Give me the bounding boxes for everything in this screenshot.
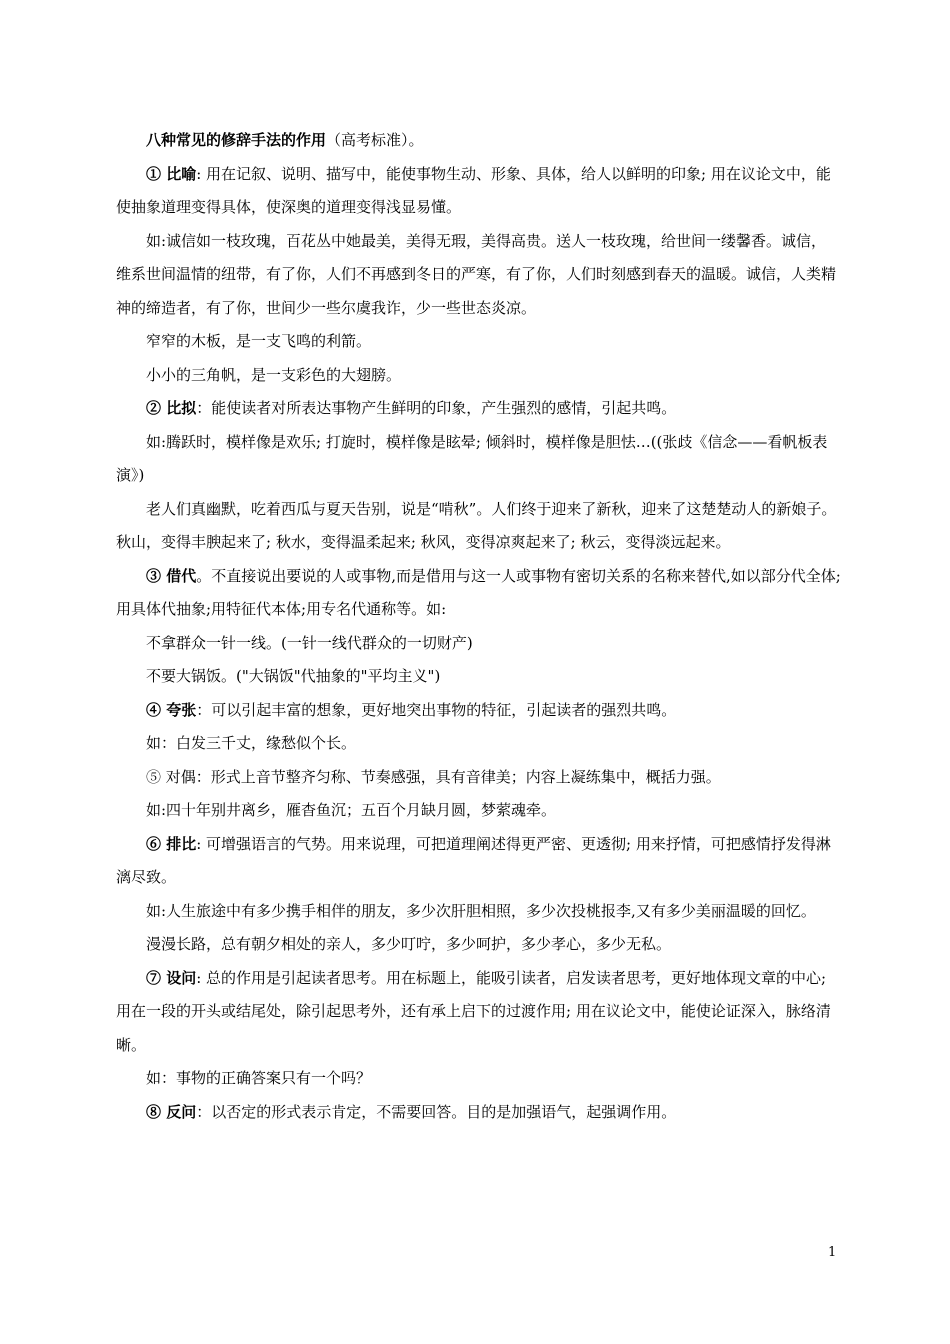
section-4-definition bbox=[116, 694, 841, 728]
section-2-label: ② 比拟 bbox=[146, 399, 197, 417]
section-4-label: ④ 夸张 bbox=[146, 700, 197, 719]
section-7-label: ⑦ 设问 bbox=[146, 968, 197, 987]
section-7-example-1: 如：事物的正确答案只有一个吗？ bbox=[146, 1069, 372, 1087]
section-2-example-2: 老人们真幽默，吃着西瓜与夏天告别，说是“啃秋”。人们终于迎来了新秋，迎来了这楚楚动人的新娘子。秋山，变得丰腴起来了; 秋水，变得温柔起来; 秋风，变得凉爽起来了; 秋云，变得淡远起来。 bbox=[116, 499, 837, 551]
section-6-definition bbox=[116, 828, 841, 895]
section-3-example-1: 不拿群众一针一线。(一针一线代群众的一切财产) bbox=[146, 633, 473, 652]
section-1-label: ① 比喻 bbox=[146, 164, 197, 183]
section-8-label: ⑧ 反问 bbox=[146, 1102, 197, 1121]
section-2-definition bbox=[116, 392, 841, 426]
page-number: 1 bbox=[828, 1245, 837, 1260]
section-6-label: ⑥ 排比 bbox=[146, 834, 197, 853]
section-5-definition bbox=[116, 761, 841, 795]
section-8-definition bbox=[116, 1096, 841, 1130]
section-3-definition bbox=[116, 560, 841, 627]
document-title bbox=[116, 124, 841, 158]
section-5-label: ⑤ 对偶 bbox=[146, 767, 196, 786]
section-8-def-text: ：以否定的形式表示肯定，不需要回答。目的是加强语气，起强调作用。 bbox=[196, 1102, 677, 1121]
section-4-example-1: 如：白发三千丈，缘愁似个长。 bbox=[146, 734, 357, 752]
section-7-def-text: : 总的作用是引起读者思考。用在标题上，能吸引读者，启发读者思考，更好地体现文章的中心; 用在一段的开头或结尾处，除引起思考外，还有承上启下的过渡作用; 用在议论文中，能使论证深入，脉络清晰。 bbox=[116, 968, 831, 1054]
title-note: （高考标准）。 bbox=[326, 131, 424, 149]
section-1-example-3: 小小的三角帆，是一支彩色的大翅膀。 bbox=[146, 365, 402, 384]
document-body bbox=[116, 124, 841, 1129]
section-3-def-text: 。不直接说出要说的人或事物,而是借用与这一人或事物有密切关系的名称来替代,如以部分代全体;用具体代抽象;用特征代本体;用专名代通称等。如: bbox=[116, 566, 841, 618]
section-5-example-1: 如:四十年别井离乡，雁杳鱼沉；五百个月缺月圆，梦萦魂牵。 bbox=[146, 801, 557, 819]
section-6-example-1: 如:人生旅途中有多少携手相伴的朋友，多少次肝胆相照，多少次投桃报李,又有多少美丽温暖的回忆。 bbox=[146, 901, 816, 920]
section-6-example-2: 漫漫长路，总有朝夕相处的亲人，多少叮咛，多少呵护，多少孝心，多少无私。 bbox=[146, 935, 672, 953]
title-bold: 八种常见的修辞手法的作用 bbox=[146, 131, 327, 149]
section-1-def-text: : 用在记叙、说明、描写中，能使事物生动、形象、具体，给人以鲜明的印象; 用在议论文中，能使抽象道理变得具体，使深奥的道理变得浅显易懂。 bbox=[116, 164, 831, 216]
section-1-example-1: 如:诚信如一枝玫瑰，百花丛中她最美，美得无瑕，美得高贵。送人一枝玫瑰，给世间一缕馨香。诚信，维系世间温情的纽带，有了你，人们不再感到冬日的严寒，有了你，人们时刻感到春天的温暖。诚信，人类精神的缔造者，有了你，世间少一些尔虞我诈，少一些世态炎凉。 bbox=[116, 231, 837, 317]
section-1-example-2: 窄窄的木板，是一支飞鸣的利箭。 bbox=[146, 332, 372, 350]
section-7-definition bbox=[116, 962, 841, 1063]
section-1-definition bbox=[116, 158, 841, 225]
section-2-example-1: 如:腾跃时，模样像是欢乐; 打旋时，模样像是眩晕; 倾斜时，模样像是胆怯…((张歧《信念——看帆板表演》) bbox=[116, 432, 828, 484]
section-4-def-text: ：可以引起丰富的想象，更好地突出事物的特征，引起读者的强烈共鸣。 bbox=[196, 700, 677, 719]
section-3-example-2: 不要大锅饭。("大锅饭"代抽象的"平均主义") bbox=[146, 667, 441, 685]
section-5-def-text: ：形式上音节整齐匀称、节奏感强，具有音律美；内容上凝练集中，概括力强。 bbox=[195, 767, 721, 786]
section-2-def-text: ：能使读者对所表达事物产生鲜明的印象，产生强烈的感情，引起共鸣。 bbox=[196, 399, 677, 417]
section-6-def-text: : 可增强语言的气势。用来说理，可把道理阐述得更严密、更透彻; 用来抒情，可把感情抒发得淋漓尽致。 bbox=[116, 834, 831, 886]
section-3-label: ③ 借代 bbox=[146, 566, 197, 585]
